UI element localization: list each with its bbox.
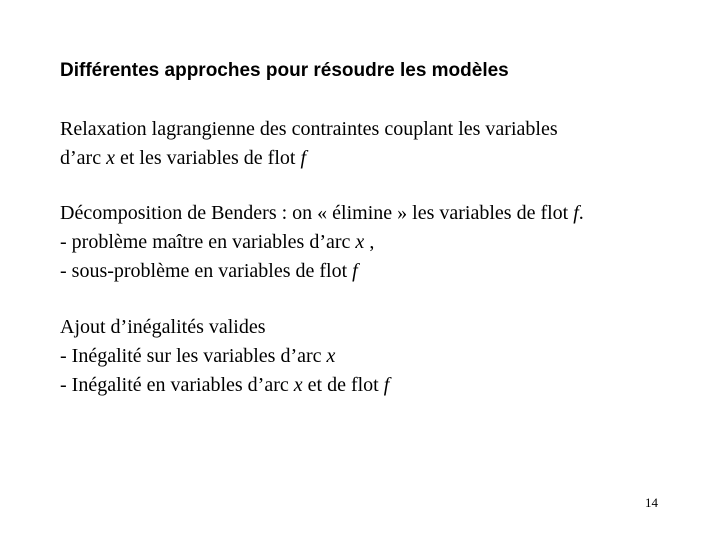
section2-line3 xyxy=(60,257,584,286)
section1-line1: Relaxation lagrangienne des contraintes couplant les variables xyxy=(60,118,558,140)
text-segment: Décomposition de Benders : on « élimine » les variables de flot xyxy=(60,202,574,224)
section3-line3 xyxy=(60,371,389,400)
text-segment: d’arc xyxy=(60,147,107,169)
section3-line1: Ajout d’inégalités valides xyxy=(60,316,266,338)
variable-x: x xyxy=(293,374,303,396)
text-segment: , xyxy=(364,231,375,253)
text-segment: et de flot xyxy=(302,374,384,396)
section2-line1 xyxy=(60,199,584,228)
text-segment: - problème maître en variables d’arc xyxy=(60,231,356,253)
text-segment: . xyxy=(578,202,584,224)
page-number: 14 xyxy=(645,495,658,510)
variable-x: x xyxy=(326,345,336,367)
variable-x: x xyxy=(106,147,115,169)
variable-f: f xyxy=(300,147,307,169)
text-segment: - sous-problème en variables de flot xyxy=(60,260,353,282)
variable-f: f xyxy=(573,202,579,224)
text-segment: et les variables de flot xyxy=(114,147,301,169)
section-benders-decomposition xyxy=(60,199,584,286)
section1-line2 xyxy=(60,144,558,173)
variable-f: f xyxy=(383,374,390,396)
section3-line2 xyxy=(60,342,389,371)
variable-x: x xyxy=(355,231,365,253)
slide-title: Différentes approches pour résoudre les modèles xyxy=(60,60,509,81)
text-segment: - Inégalité en variables d’arc xyxy=(60,374,294,396)
text-segment: - Inégalité sur les variables d’arc xyxy=(60,345,327,367)
section-lagrangian-relaxation xyxy=(60,115,558,173)
section-valid-inequalities xyxy=(60,313,389,400)
variable-f: f xyxy=(352,260,358,282)
section2-line2 xyxy=(60,228,584,257)
